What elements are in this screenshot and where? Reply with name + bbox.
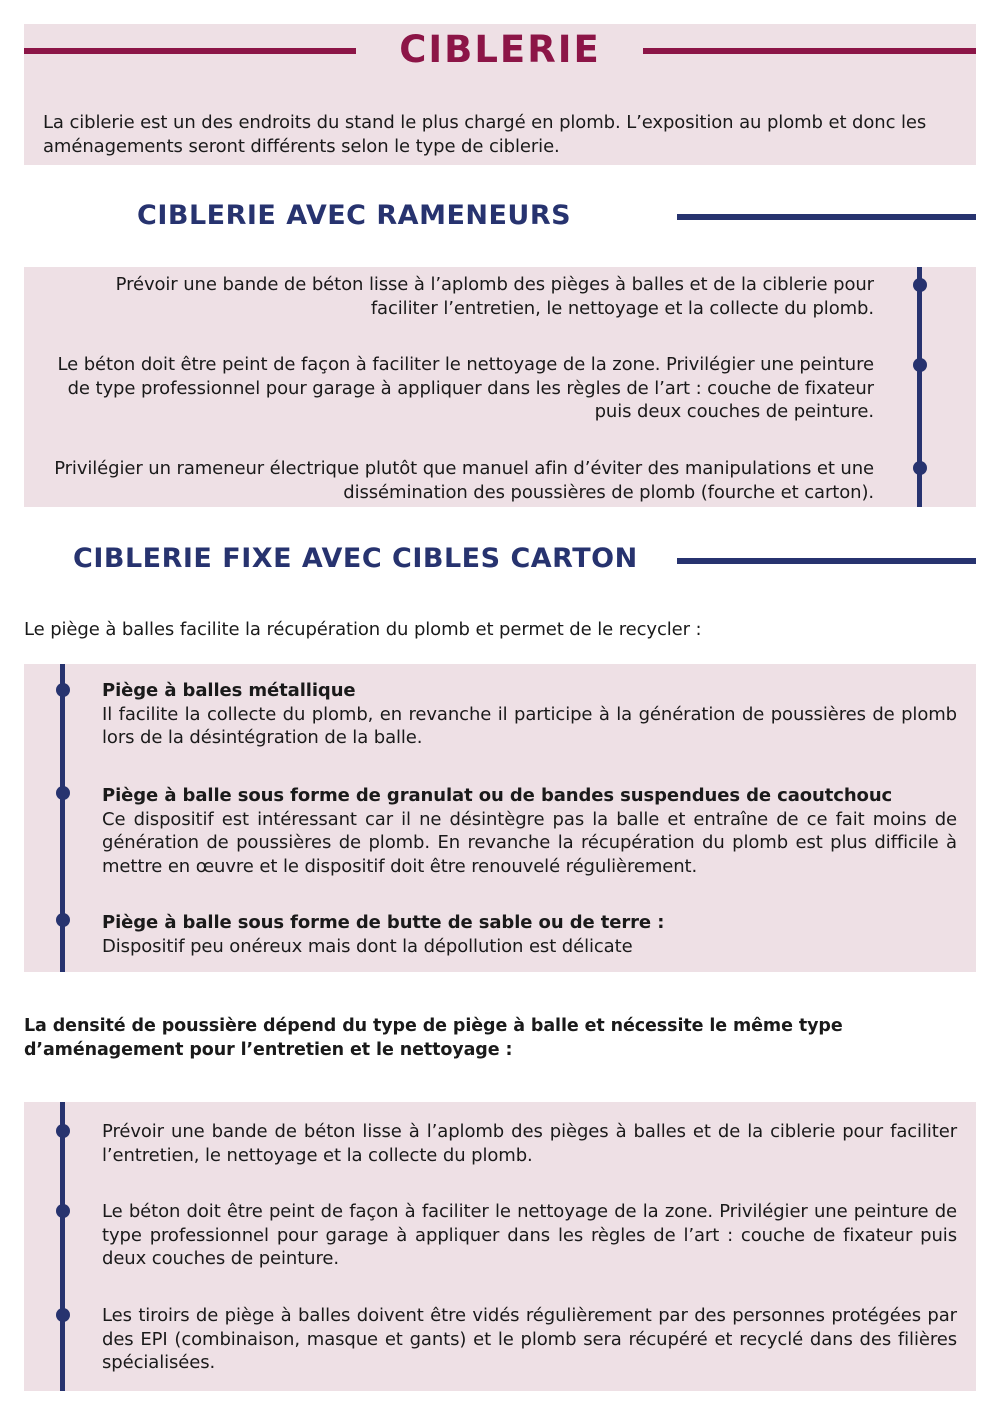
list-item <box>102 784 957 878</box>
bullet-dot <box>56 683 70 697</box>
list-item: Prévoir une bande de béton lisse à l’aplomb des pièges à balles et de la ciblerie pour faciliter l’entretien, le nettoyage et la collecte du plomb. <box>115 274 874 319</box>
bullet-dot <box>56 1204 70 1218</box>
item-body: Ce dispositif est intéressant car il ne désintègre pas la balle et entraîne de ce fait moins de génération de poussières de plomb. En revanche la récupération du plomb est plus difficile à mettre en œuvre et le dispositif doit être renouvelé régulièrement. <box>102 808 957 877</box>
item-heading: Piège à balles métallique <box>102 680 356 701</box>
list-item: Le béton doit être peint de façon à faciliter le nettoyage de la zone. Privilégier une peinture de type professionnel pour garage à appliquer dans les règles de l’art : couche de fixateur puis deux couches de peinture. <box>102 1201 957 1269</box>
bullet-dot <box>913 358 927 372</box>
bullet-dot <box>913 278 927 292</box>
list-item <box>102 679 957 750</box>
item-body: Dispositif peu onéreux mais dont la dépollution est délicate <box>102 935 633 957</box>
bullet-dot <box>56 913 70 927</box>
section-rule-rameneurs <box>677 214 976 220</box>
list-item: Les tiroirs de piège à balles doivent être vidés régulièrement par des personnes protégées par des EPI (combinaison, masque et gants) et le plomb sera récupéré et recyclé dans des filières spécialisées. <box>102 1305 957 1373</box>
bullet-dot <box>56 786 70 800</box>
bullet-dot <box>56 1308 70 1322</box>
section-lead-bold: La densité de poussière dépend du type de piège à balle et nécessite le même type d’aménagement pour l’entretien et le nettoyage : <box>24 1016 843 1060</box>
list-item: Privilégier un rameneur électrique plutôt que manuel afin d’éviter des manipulations et une dissémination des poussières de plomb (fourche et carton). <box>54 458 874 503</box>
page-title: CIBLERIE <box>399 28 601 71</box>
intro-text: La ciblerie est un des endroits du stand le plus chargé en plomb. L’exposition au plomb et donc les aménagements seront différents selon le type de ciblerie. <box>43 112 927 157</box>
section-rule-fixe <box>677 558 976 564</box>
section-title-fixe: CIBLERIE FIXE AVEC CIBLES CARTON <box>73 543 638 574</box>
list-item: Le béton doit être peint de façon à faciliter le nettoyage de la zone. Privilégier une peinture de type professionnel pour garage à appliquer dans les règles de l’art : couche de fixateur puis deux couches de peinture. <box>57 354 874 422</box>
bullet-dot <box>56 1124 70 1138</box>
list-item: Prévoir une bande de béton lisse à l’aplomb des pièges à balles et de la ciblerie pour faciliter l’entretien, le nettoyage et la collecte du plomb. <box>102 1121 957 1166</box>
list-item <box>102 911 957 958</box>
item-heading: Piège à balle sous forme de granulat ou de bandes suspendues de caoutchouc <box>102 785 893 806</box>
bullet-dot <box>913 461 927 475</box>
item-heading: Piège à balle sous forme de butte de sable ou de terre : <box>102 912 665 933</box>
section-lead: Le piège à balles facilite la récupération du plomb et permet de le recycler : <box>24 619 702 640</box>
timeline-line <box>60 1102 65 1391</box>
item-body: Il facilite la collecte du plomb, en revanche il participe à la génération de poussières de plomb lors de la désintégration de la balle. <box>102 703 957 748</box>
section-title-rameneurs: CIBLERIE AVEC RAMENEURS <box>137 200 572 231</box>
